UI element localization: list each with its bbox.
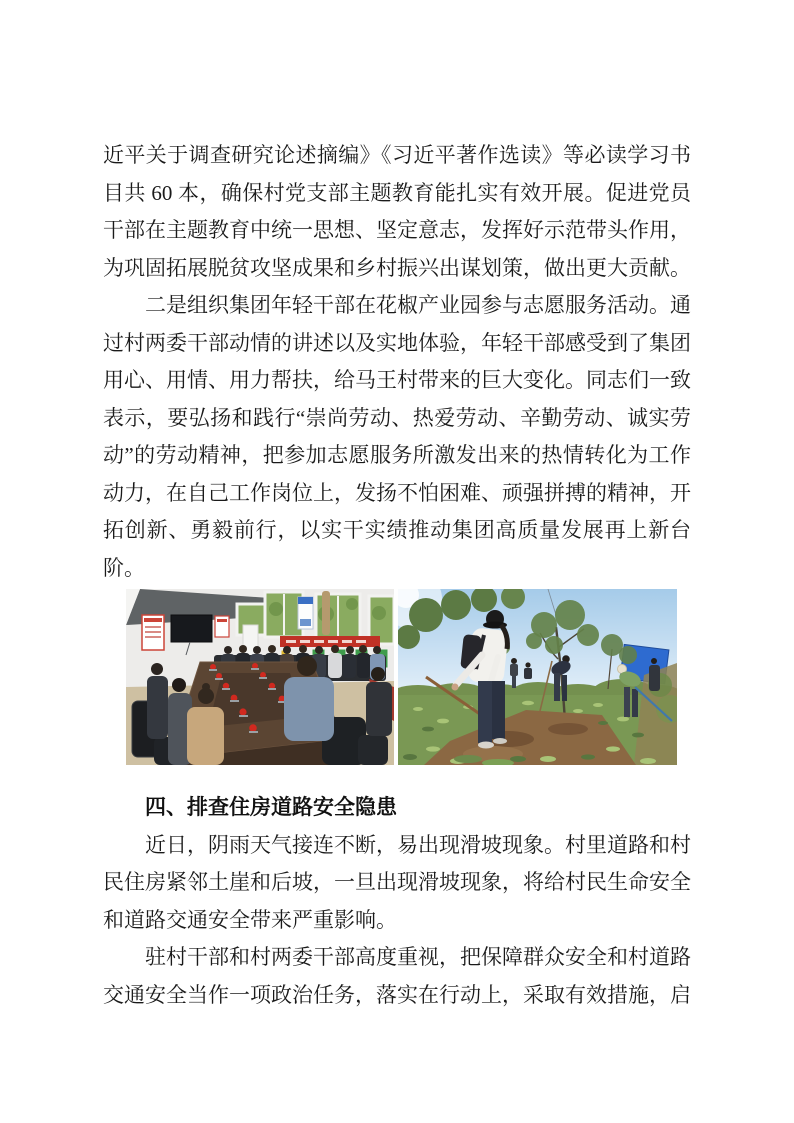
orchard-volunteer-work-photo — [398, 589, 677, 765]
meeting-room-photo — [126, 589, 394, 765]
paragraph-study-books: 近平关于调查研究论述摘编》《习近平著作选读》等必读学习书目共 60 本，确保村党支部主题教育能扎实有效开展。促进党员干部在主题教育中统一思想、坚定意志，发挥好示范带头作用，为巩固拓展脱贫攻坚成果和乡村振兴出谋划策，做出更大贡献。 — [103, 143, 691, 280]
paragraph-cadres-response: 驻村干部和村两委干部高度重视，把保障群众安全和村道路交通安全当作一项政治任务，落实在行动上，采取有效措施，启 — [103, 945, 691, 1007]
paragraph-volunteer-service: 二是组织集团年轻干部在花椒产业园参与志愿服务活动。通过村两委干部动情的讲述以及实地体验，年轻干部感受到了集团用心、用情、用力帮扶，给马王村带来的巨大变化。同志们一致表示，要弘扬和践行“崇尚劳动、热爱劳动、辛勤劳动、诚实劳动”的劳动精神，把参加志愿服务所激发出来的热情转化为工作动力，在自己工作岗位上，发扬不怕困难、顽强拼搏的精神，开拓创新、勇毅前行，以实干实绩推动集团高质量发展再上新台阶。 — [103, 293, 691, 580]
photo-row — [126, 589, 691, 765]
section-heading-safety-inspection: 四、排查住房道路安全隐患 — [145, 796, 397, 819]
document-content — [103, 137, 691, 1014]
curtain — [322, 591, 330, 635]
paragraph-landslide-risk: 近日，阴雨天气接连不断，易出现滑坡现象。村里道路和村民住房紧邻土崖和后坡，一旦出现滑坡现象，将给村民生命安全和道路交通安全带来严重影响。 — [103, 832, 691, 932]
tv-screen — [171, 615, 212, 642]
red-banner — [280, 636, 380, 647]
office-chair — [358, 735, 388, 765]
